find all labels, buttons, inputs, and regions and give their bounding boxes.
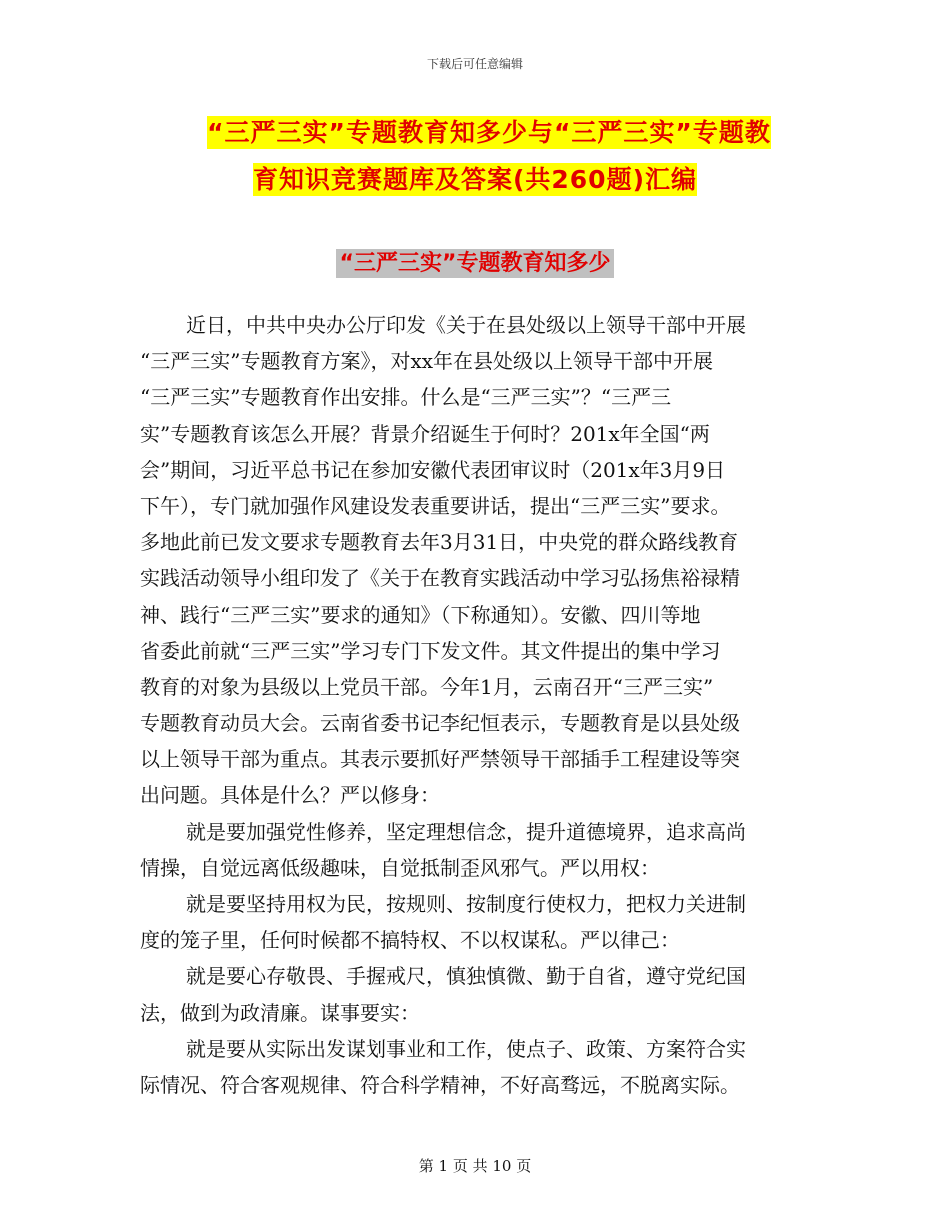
page-header: 下载后可任意编辑 — [426, 57, 523, 71]
body-line: 际情况、符合客观规律、符合科学精神，不好高骛远，不脱离实际。 — [140, 1072, 740, 1097]
body-line: 下午），专门就加强作风建设发表重要讲话，提出“三严三实”要求。 — [140, 493, 731, 518]
body-line: 神、践行“三严三实”要求的通知》（下称通知）。安徽、四川等地 — [140, 602, 701, 627]
body-line: 出问题。具体是什么？严以修身： — [140, 783, 440, 808]
body-line: 近日，中共中央办公厅印发《关于在县处级以上领导干部中开展 — [186, 313, 746, 337]
body-line: “三严三实”专题教育作出安排。什么是“三严三实”？“三严三 — [140, 385, 672, 410]
body-line: 实践活动领导小组印发了《关于在教育实践活动中学习弘扬焦裕禄精 — [140, 566, 740, 591]
body-line: 度的笼子里，任何时候都不搞特权、不以权谋私。严以律己： — [140, 928, 680, 953]
body-line: 就是要从实际出发谋划事业和工作，使点子、政策、方案符合实 — [186, 1036, 746, 1061]
body-line: 以上领导干部为重点。其表示要抓好严禁领导干部插手工程建设等突 — [140, 747, 740, 772]
body-line: 情操，自觉远离低级趣味，自觉抵制歪风邪气。严以用权： — [140, 855, 660, 880]
body-text — [140, 307, 812, 1103]
body-line: 就是要加强党性修养，坚定理想信念，提升道德境界，追求高尚 — [186, 819, 746, 844]
section-subtitle: “三严三实”专题教育知多少 — [0, 246, 950, 277]
body-line: 省委此前就“三严三实”学习专门下发文件。其文件提出的集中学习 — [140, 638, 721, 663]
body-line: “三严三实”专题教育方案》，对xx年在县处级以上领导干部中开展 — [140, 349, 714, 374]
body-line: 就是要坚持用权为民，按规则、按制度行使权力，把权力关进制 — [186, 892, 746, 916]
body-line: 多地此前已发文要求专题教育去年3月31日，中央党的群众路线教育 — [140, 530, 739, 555]
body-line: 专题教育动员大会。云南省委书记李纪恒表示，专题教育是以县处级 — [140, 711, 740, 736]
document-title-line-2: 育知识竞赛题库及答案(共260题)汇编 — [252, 165, 698, 194]
body-line: 就是要心存敬畏、手握戒尺，慎独慎微、勤于自省，遵守党纪国 — [186, 964, 746, 989]
page-footer: 第 1 页 共 10 页 — [418, 1157, 532, 1175]
body-line: 教育的对象为县级以上党员干部。今年1月，云南召开“三严三实” — [140, 674, 714, 699]
body-line: 会”期间，习近平总书记在参加安徽代表团审议时（201x年3月9日 — [140, 457, 726, 482]
body-line: 法，做到为政清廉。谋事要实： — [140, 1000, 420, 1025]
document-title-line-1: “三严三实”专题教育知多少与“三严三实”专题教 — [207, 118, 771, 147]
body-line: 实”专题教育该怎么开展？背景介绍诞生于何时？201x年全国“两 — [140, 421, 710, 446]
